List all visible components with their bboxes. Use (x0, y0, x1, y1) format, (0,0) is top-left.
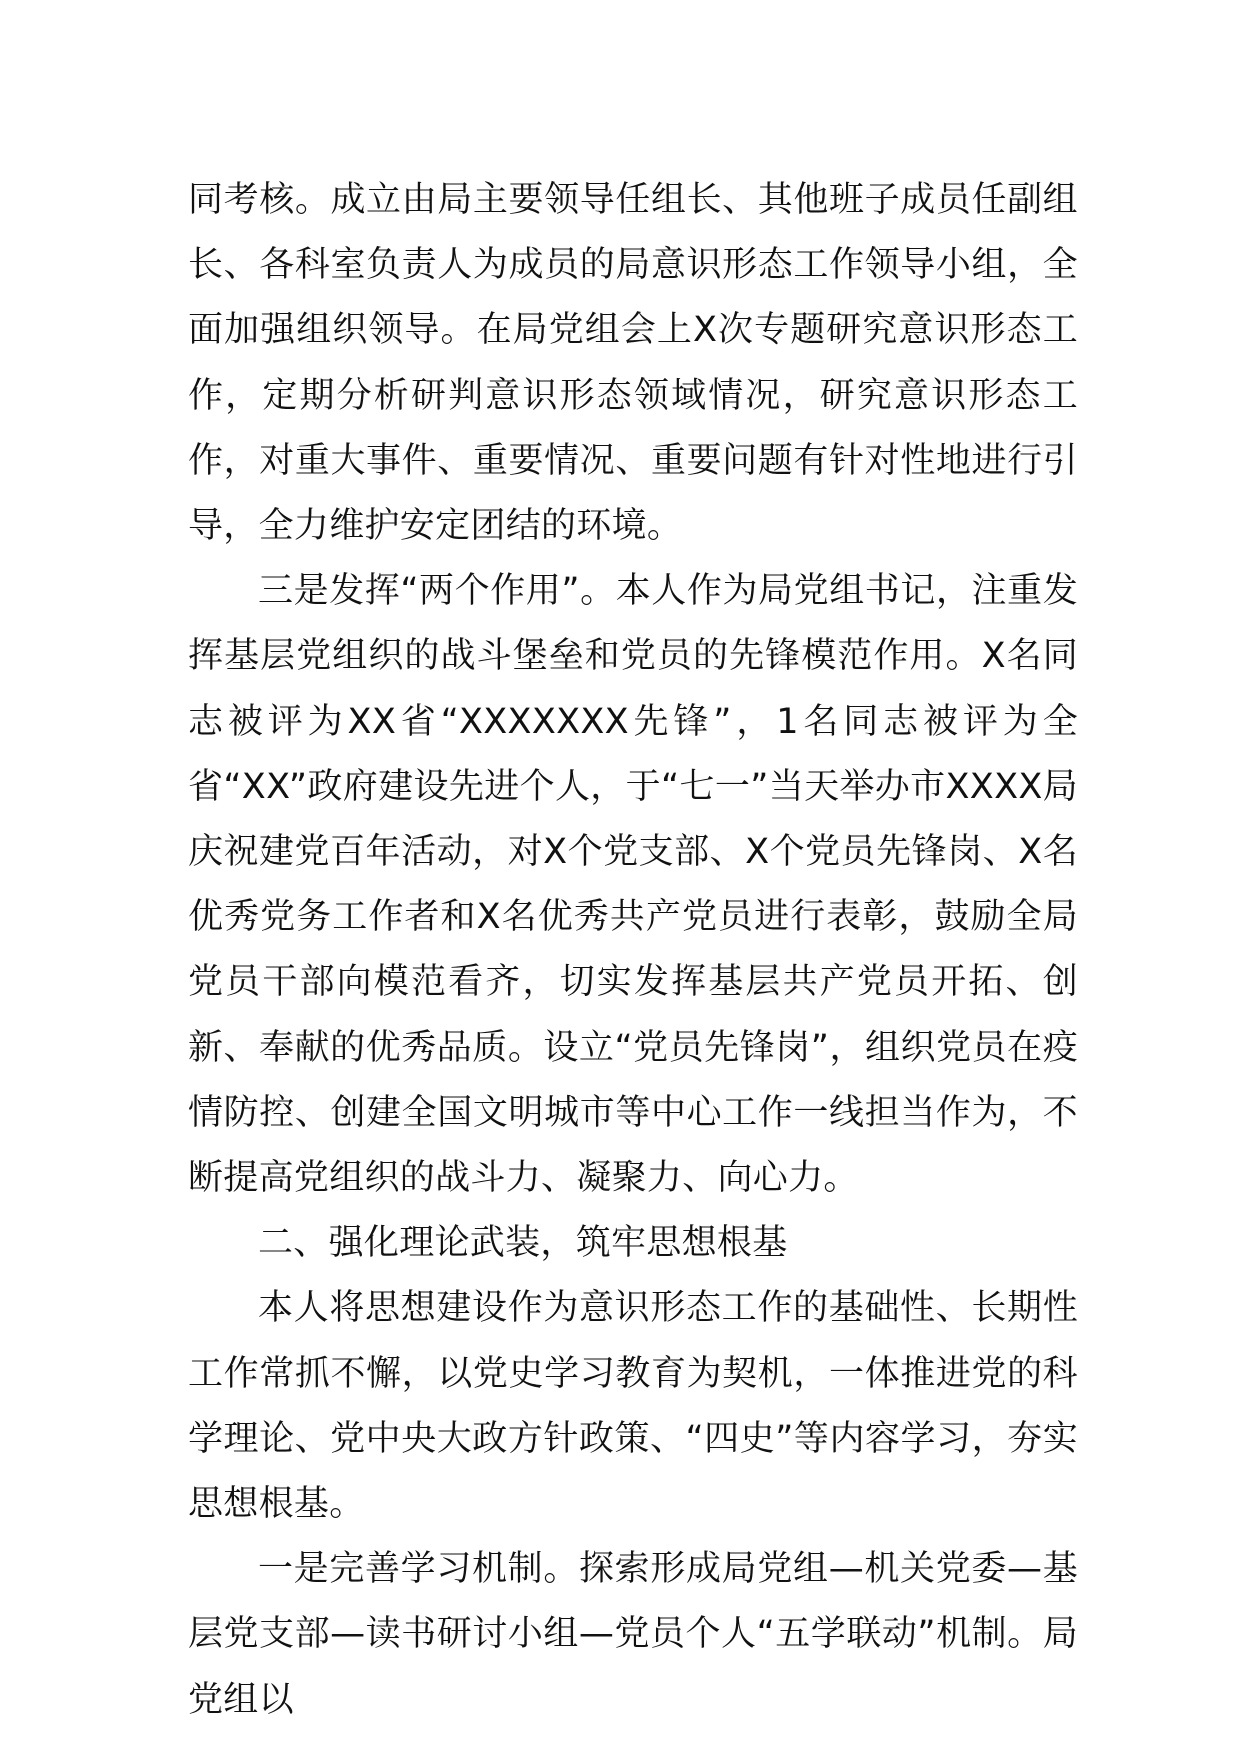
paragraph-3: 本人将思想建设作为意识形态工作的基础性、长期性工作常抓不懈，以党史学习教育为契机，一体推进党的科学理论、党中央大政方针政策、“四史”等内容学习，夯实思想根基。 (188, 1288, 1078, 1525)
paragraph-1: 同考核。成立由局主要领导任组长、其他班子成员任副组长、各科室负责人为成员的局意识形态工作领导小组，全面加强组织领导。在局党组会上X次专题研究意识形态工作，定期分析研判意识形态领域情况，研究意识形态工作，对重大事件、重要情况、重要问题有针对性地进行引导，全力维护安定团结的环境。 (188, 180, 1078, 547)
paragraph-4: 一是完善学习机制。探索形成局党组—机关党委—基层党支部—读书研讨小组—党员个人“五学联动”机制。局党组以 (188, 1549, 1078, 1720)
paragraph-2: 三是发挥“两个作用”。本人作为局党组书记，注重发挥基层党组织的战斗堡垒和党员的先锋模范作用。X名同志被评为XX省“XXXXXXX先锋”，1名同志被评为全省“XX”政府建设先进个人，于“七一”当天举办市XXXX局庆祝建党百年活动，对X个党支部、X个党员先锋岗、X名优秀党务工作者和X名优秀共产党员进行表彰，鼓励全局党员干部向模范看齐，切实发挥基层共产党员开拓、创新、奉献的优秀品质。设立“党员先锋岗”，组织党员在疫情防控、创建全国文明城市等中心工作一线担当作为，不断提高党组织的战斗力、凝聚力、向心力。 (188, 571, 1078, 1199)
document-body (188, 168, 1078, 1733)
section-heading: 二、强化理论武装，筑牢思想根基 (258, 1223, 788, 1264)
